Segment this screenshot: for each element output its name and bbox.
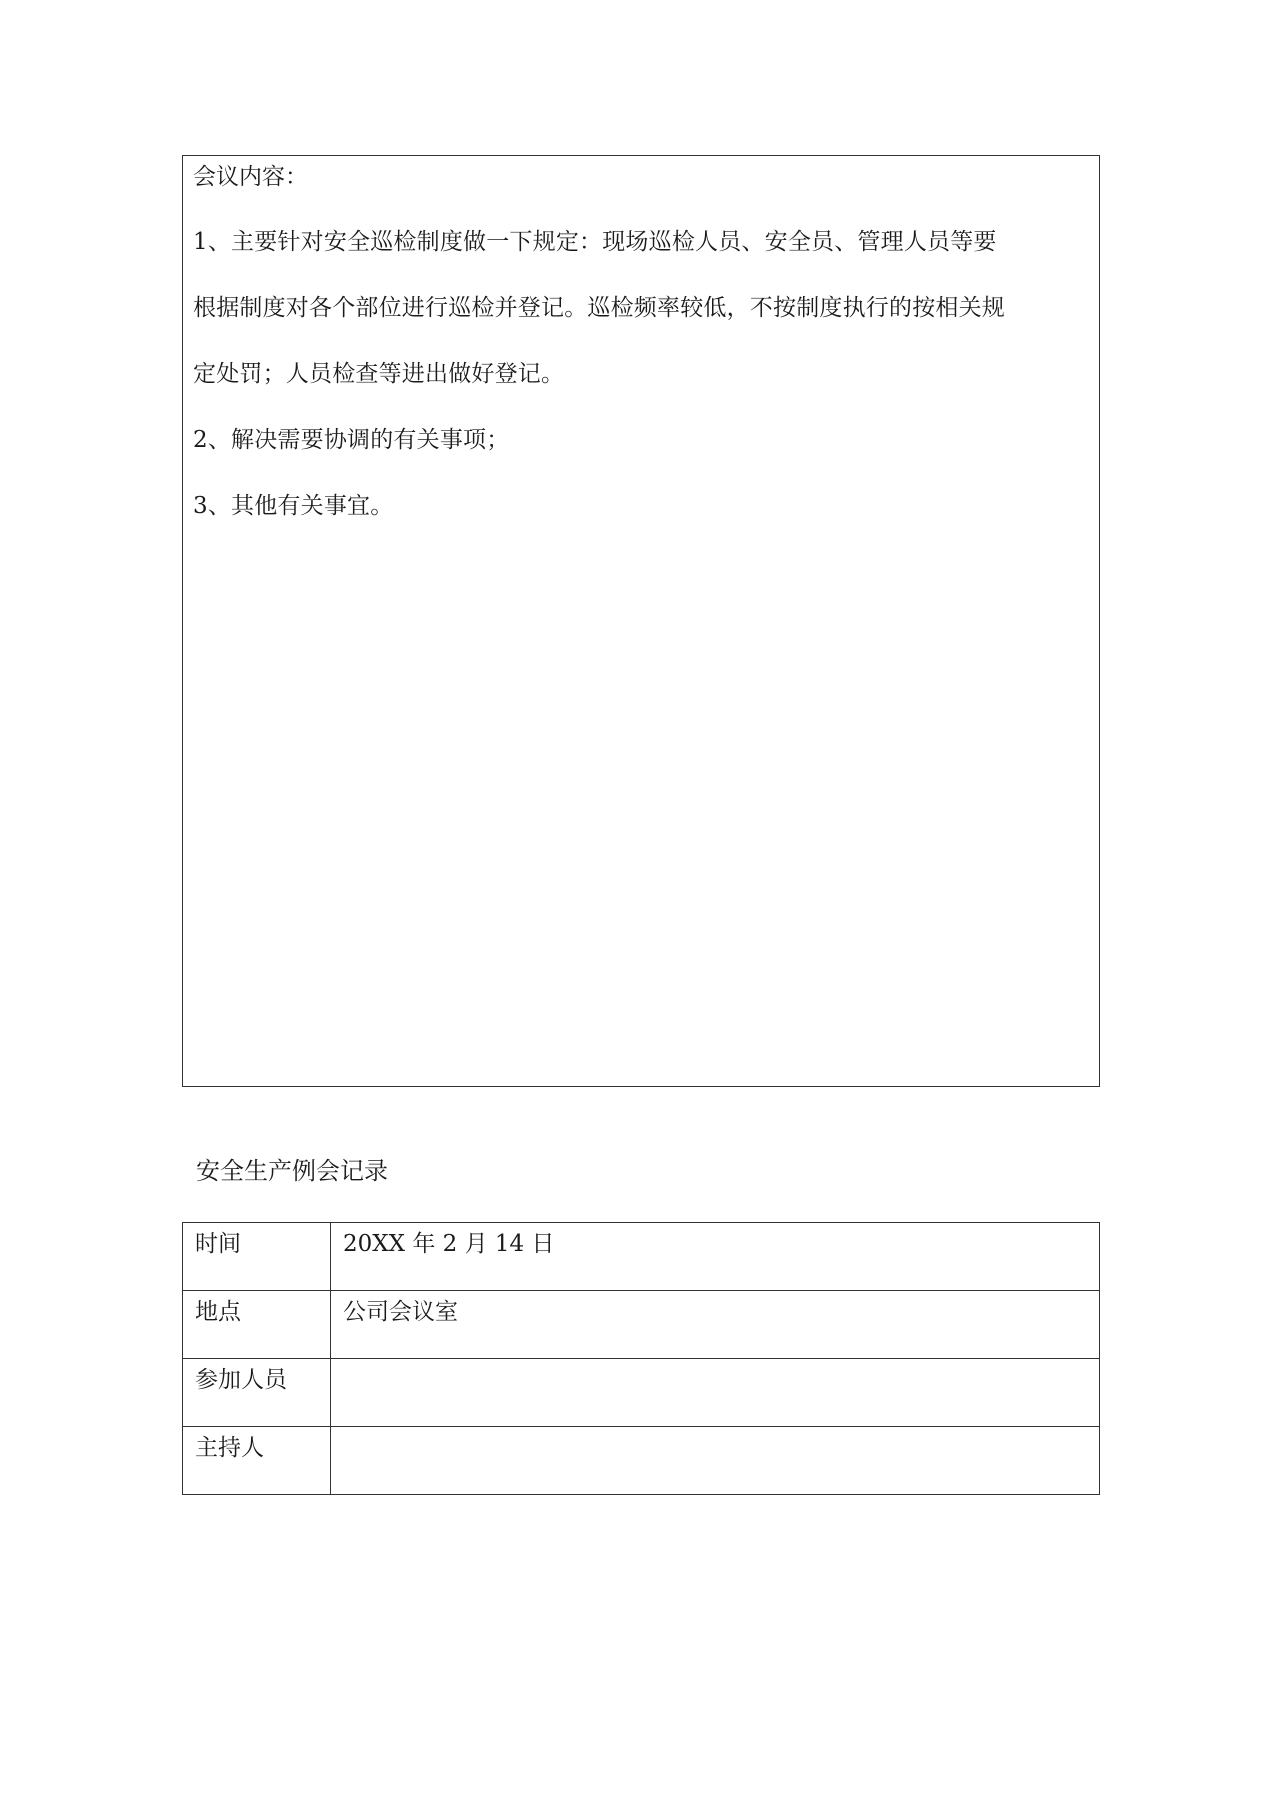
participants-value [331, 1359, 1100, 1427]
record-table [182, 1222, 1100, 1495]
table-row-location [183, 1291, 1100, 1359]
table-row-participants [183, 1359, 1100, 1427]
location-label: 地点 [183, 1291, 331, 1359]
host-value [331, 1427, 1100, 1495]
table-row-host [183, 1427, 1100, 1495]
host-label: 主持人 [183, 1427, 331, 1495]
time-label: 时间 [183, 1223, 331, 1291]
meeting-content-heading: 会议内容： [193, 164, 308, 190]
record-title: 安全生产例会记录 [196, 1157, 388, 1185]
meeting-content-line-1: 1、主要针对安全巡检制度做一下规定：现场巡检人员、安全员、管理人员等要 [193, 229, 997, 255]
meeting-content-line-3: 定处罚；人员检查等进出做好登记。 [193, 361, 565, 387]
location-value: 公司会议室 [331, 1291, 1100, 1359]
time-value: 20XX 年 2 月 14 日 [331, 1223, 1100, 1291]
table-row-time [183, 1223, 1100, 1291]
participants-label: 参加人员 [183, 1359, 331, 1427]
meeting-content-line-5: 3、其他有关事宜。 [193, 493, 394, 519]
meeting-content-line-4: 2、解决需要协调的有关事项； [193, 427, 510, 453]
meeting-content-line-2: 根据制度对各个部位进行巡检并登记。巡检频率较低，不按制度执行的按相关规 [193, 295, 1005, 321]
meeting-content-box [182, 155, 1100, 1087]
